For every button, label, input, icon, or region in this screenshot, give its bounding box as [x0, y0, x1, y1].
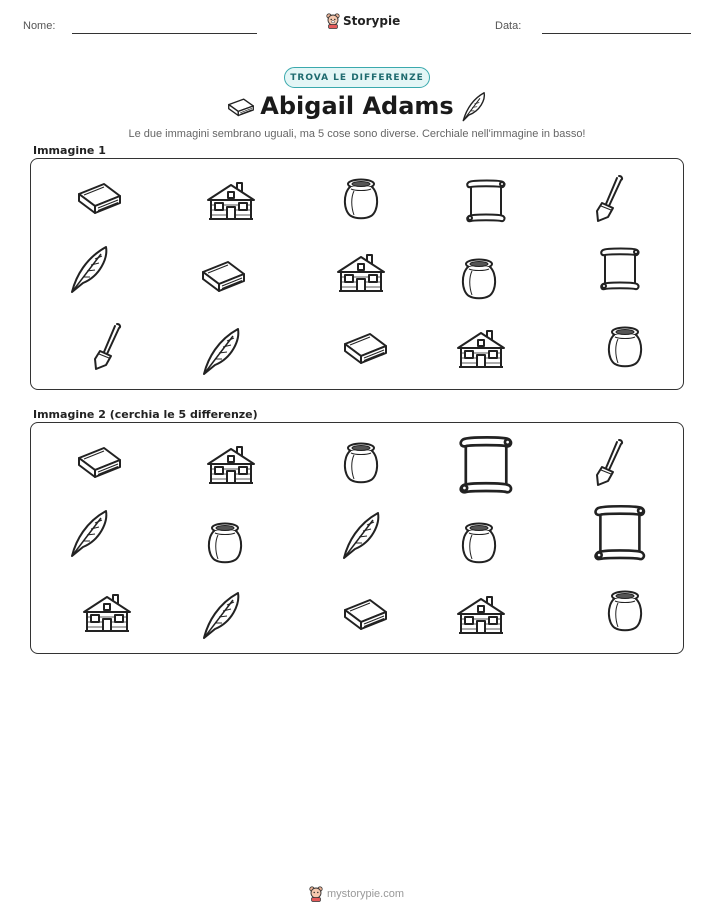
pot-icon — [341, 177, 381, 221]
house-icon — [456, 328, 506, 370]
name-label: Nome: — [23, 20, 56, 32]
date-label: Data: — [495, 20, 522, 32]
worksheet-type-badge: TROVA LE DIFFERENZE — [284, 67, 430, 88]
quill-icon — [200, 326, 242, 376]
pot-icon[interactable] — [341, 441, 381, 485]
pot-icon — [605, 325, 645, 369]
book-icon[interactable] — [74, 444, 124, 482]
pot-icon[interactable] — [605, 589, 645, 633]
instructions: Le due immagini sembrano uguali, ma 5 cose sono diverse. Cerchiale nell'immagine in basso! — [128, 128, 586, 140]
scroll-icon — [463, 178, 507, 224]
image1-label: Immagine 1 — [33, 144, 106, 157]
bear-mascot-icon — [309, 886, 323, 902]
book-icon[interactable] — [340, 596, 390, 634]
quill-icon — [459, 90, 487, 122]
page-title: Abigail Adams — [260, 92, 454, 120]
scroll-icon — [597, 246, 641, 292]
bear-mascot-icon — [326, 13, 340, 29]
image1-panel — [30, 158, 684, 390]
image2-label: Immagine 2 (cerchia le 5 differenze) — [33, 408, 258, 421]
image2-panel[interactable] — [30, 422, 684, 654]
brand-logo — [326, 13, 400, 29]
name-field[interactable] — [72, 33, 257, 34]
house-icon — [206, 180, 256, 222]
pot-icon[interactable] — [459, 521, 499, 565]
shovel-icon — [90, 321, 124, 373]
shovel-icon — [592, 173, 626, 225]
quill-icon[interactable] — [68, 508, 110, 558]
shovel-icon[interactable] — [592, 437, 626, 489]
quill-icon[interactable] — [340, 510, 382, 560]
house-icon[interactable] — [82, 592, 132, 634]
brand-name: Storypie — [343, 14, 401, 28]
footer-site: mystorypie.com — [327, 888, 405, 900]
scroll-icon[interactable] — [455, 434, 514, 496]
house-icon[interactable] — [206, 444, 256, 486]
house-icon[interactable] — [456, 594, 506, 636]
book-icon — [340, 330, 390, 368]
pot-icon[interactable] — [205, 521, 245, 565]
scroll-icon[interactable] — [590, 503, 647, 563]
book-icon — [74, 180, 124, 218]
footer — [309, 886, 404, 902]
book-icon — [198, 258, 248, 296]
date-field[interactable] — [542, 33, 691, 34]
quill-icon[interactable] — [200, 590, 242, 640]
pot-icon — [459, 257, 499, 301]
quill-icon — [68, 244, 110, 294]
house-icon — [336, 252, 386, 294]
